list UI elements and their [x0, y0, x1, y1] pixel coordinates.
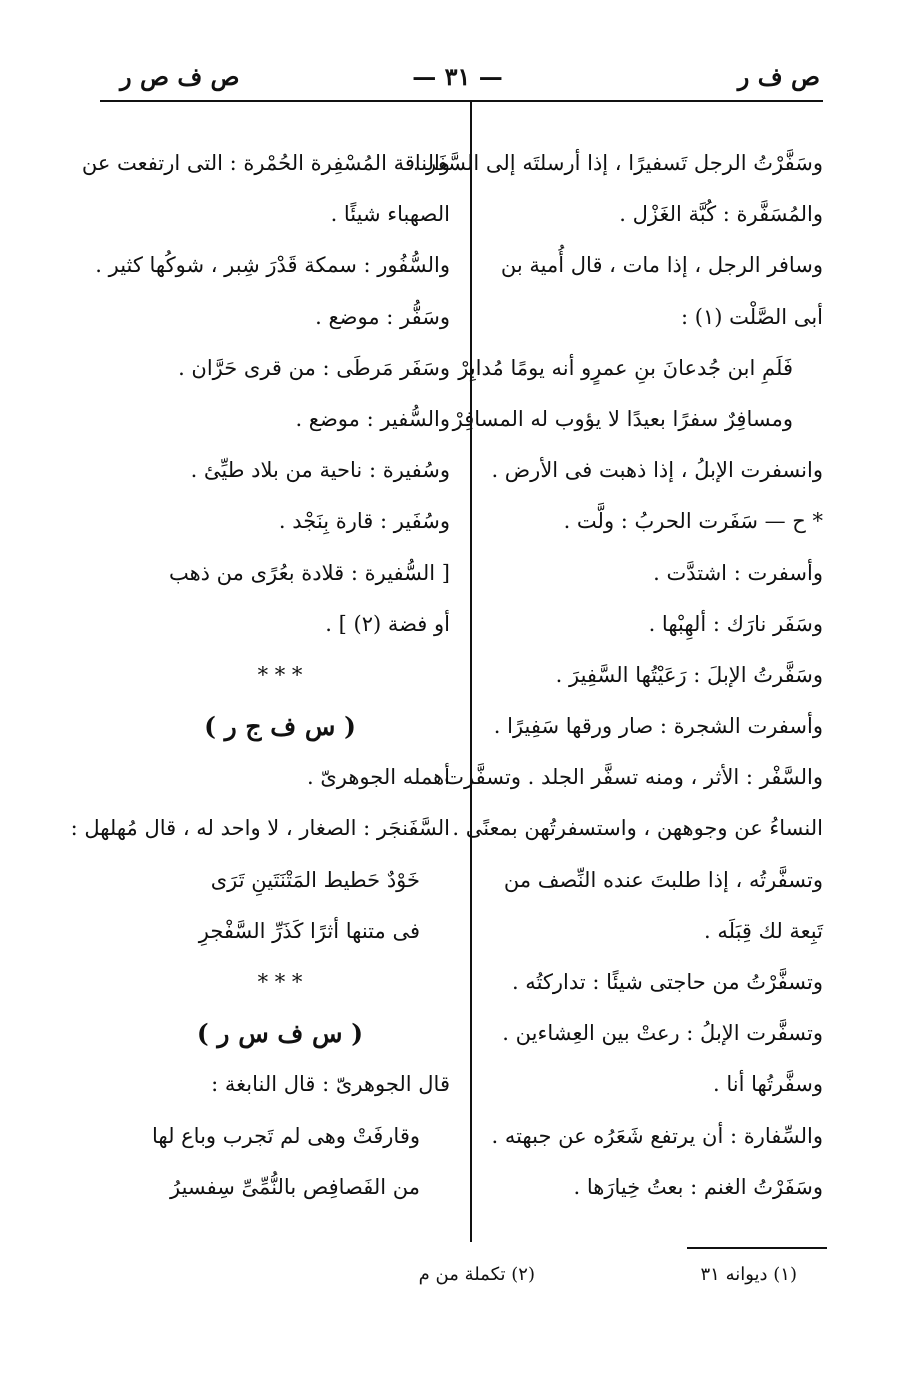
text-line: والسِّفارة : أن يرتفع شَعَرُه عن جبهته . [491, 1123, 823, 1148]
poem-line: فَلَمِ ابن جُدعانَ بنِ عمرٍو أنه يومًا مُدابِرْ [458, 355, 793, 380]
page-number: — ٣١ — [412, 62, 503, 91]
text-line: وسُفَير : قارة بِنَجْد . [278, 509, 450, 534]
header-root-right: ص ف ر [737, 62, 820, 91]
left-column [70, 138, 450, 1213]
text-line: وسَفَرْتُ الغنم : بعتُ خِيارَها . [573, 1174, 823, 1199]
root-heading: ( س ف ج ر ) [204, 712, 356, 742]
text-line: وأسفرت : اشتدَّت . [653, 560, 823, 585]
text-line: [ السُّفيرة : قلادة بعُرًى من ذهب [168, 560, 450, 585]
text-line: وتسفَّرتُه ، إذا طلبتَ عنده النِّصف من [503, 867, 823, 892]
text-line: وتسفَّرت الإبلُ : رعتْ بين العِشاءين . [502, 1021, 823, 1046]
poem-line: ومسافِرٌ سفرًا بعيدًا لا يؤوب له المسافِرْ [452, 406, 793, 431]
text-line: تَبِعة لك قِبَلَه . [704, 918, 823, 943]
text-line: السَّفَنجَر : الصغار ، لا واحد له ، قال مُهلهل : [70, 816, 450, 841]
text-line: وسَفَّرْتُ الرجل تَسفيرًا ، إذا أرسلتَه إلى السَّفَر . [412, 151, 823, 175]
section-separator: * * * [257, 662, 303, 687]
text-line: * ح — سَفَرت الحربُ : ولَّت . [563, 509, 823, 534]
text-line: والمُسَفَّرة : كُبَّة الغَزْل . [619, 202, 823, 227]
text-line: والناقة المُسْفِرة الحُمْرة : التى ارتفعت عن [81, 151, 450, 175]
text-line: وسُفيرة : ناحية من بلاد طيِّئ . [190, 458, 450, 483]
text-line: وأسفرت الشجرة : صار ورقها سَفِيرًا . [493, 714, 823, 739]
text-line: وسَفَر نارَك : ألهِبْها . [648, 611, 823, 636]
section-separator: * * * [257, 970, 303, 994]
text-line: وسافر الرجل ، إذا مات ، قال أُمية بن [500, 253, 823, 278]
header-rule [100, 100, 823, 102]
text-line: أو فضة (٢) ] . [325, 611, 450, 636]
footnote-rule [687, 1247, 827, 1249]
text-line: أبى الصَّلْت (١) : [681, 304, 823, 329]
poem-line: فى متنها أثرًا كَذَرِّ السَّفْجرِ [198, 918, 420, 943]
text-line: النساءُ عن وجوههن ، واستسفرتُهن بمعنًى . [452, 816, 823, 841]
text-line: وتسفَّرْتُ من حاجتى شيئًا : تداركتُه . [511, 970, 823, 994]
text-line: وانسفرت الإبلُ ، إذا ذهبت فى الأرض . [491, 458, 823, 483]
text-line: وسَفَر مَرطَى : من قرى حَرَّان . [178, 355, 450, 380]
poem-line: خَوْدٌ حَطيط المَتْنَتَينِ تَرَى [210, 867, 420, 892]
footnote-1: (١) ديوانه ٣١ [700, 1264, 797, 1285]
text-line: الصهباء شيئًا . [330, 202, 450, 227]
text-line: قال الجوهرىّ : قال النابغة : [211, 1072, 450, 1097]
root-heading: ( س ف س ر ) [196, 1019, 364, 1049]
text-line: والسُّفير : موضع . [295, 406, 450, 431]
text-line: أهمله الجوهرىّ . [306, 765, 450, 790]
footnote-2: (٢) تكملة من م [418, 1264, 535, 1285]
text-line: والسَّفْر : الأثر ، ومنه تسفَّر الجلد . وتسفَّرت [444, 765, 823, 790]
header-root-left: ص ف ص ر [120, 62, 240, 91]
poem-line: وقارفَتْ وهى لم تَجرب وباع لها [152, 1123, 420, 1148]
text-line: وسَفَّرتُ الإبلَ : رَعَيْتُها السَّفِيرَ . [555, 662, 823, 687]
poem-line: من الفَصافِص بالنُّمِّىِّ سِفسيرُ [170, 1174, 420, 1199]
right-column [412, 138, 823, 1213]
column-divider [470, 102, 472, 1242]
text-line: وسَفُّر : موضع . [315, 304, 450, 329]
text-line: والسُّفُور : سمكة قَدْرَ شِبر ، شوكُها كثير . [95, 253, 450, 278]
text-line: وسفَّرتُها أنا . [713, 1072, 823, 1097]
